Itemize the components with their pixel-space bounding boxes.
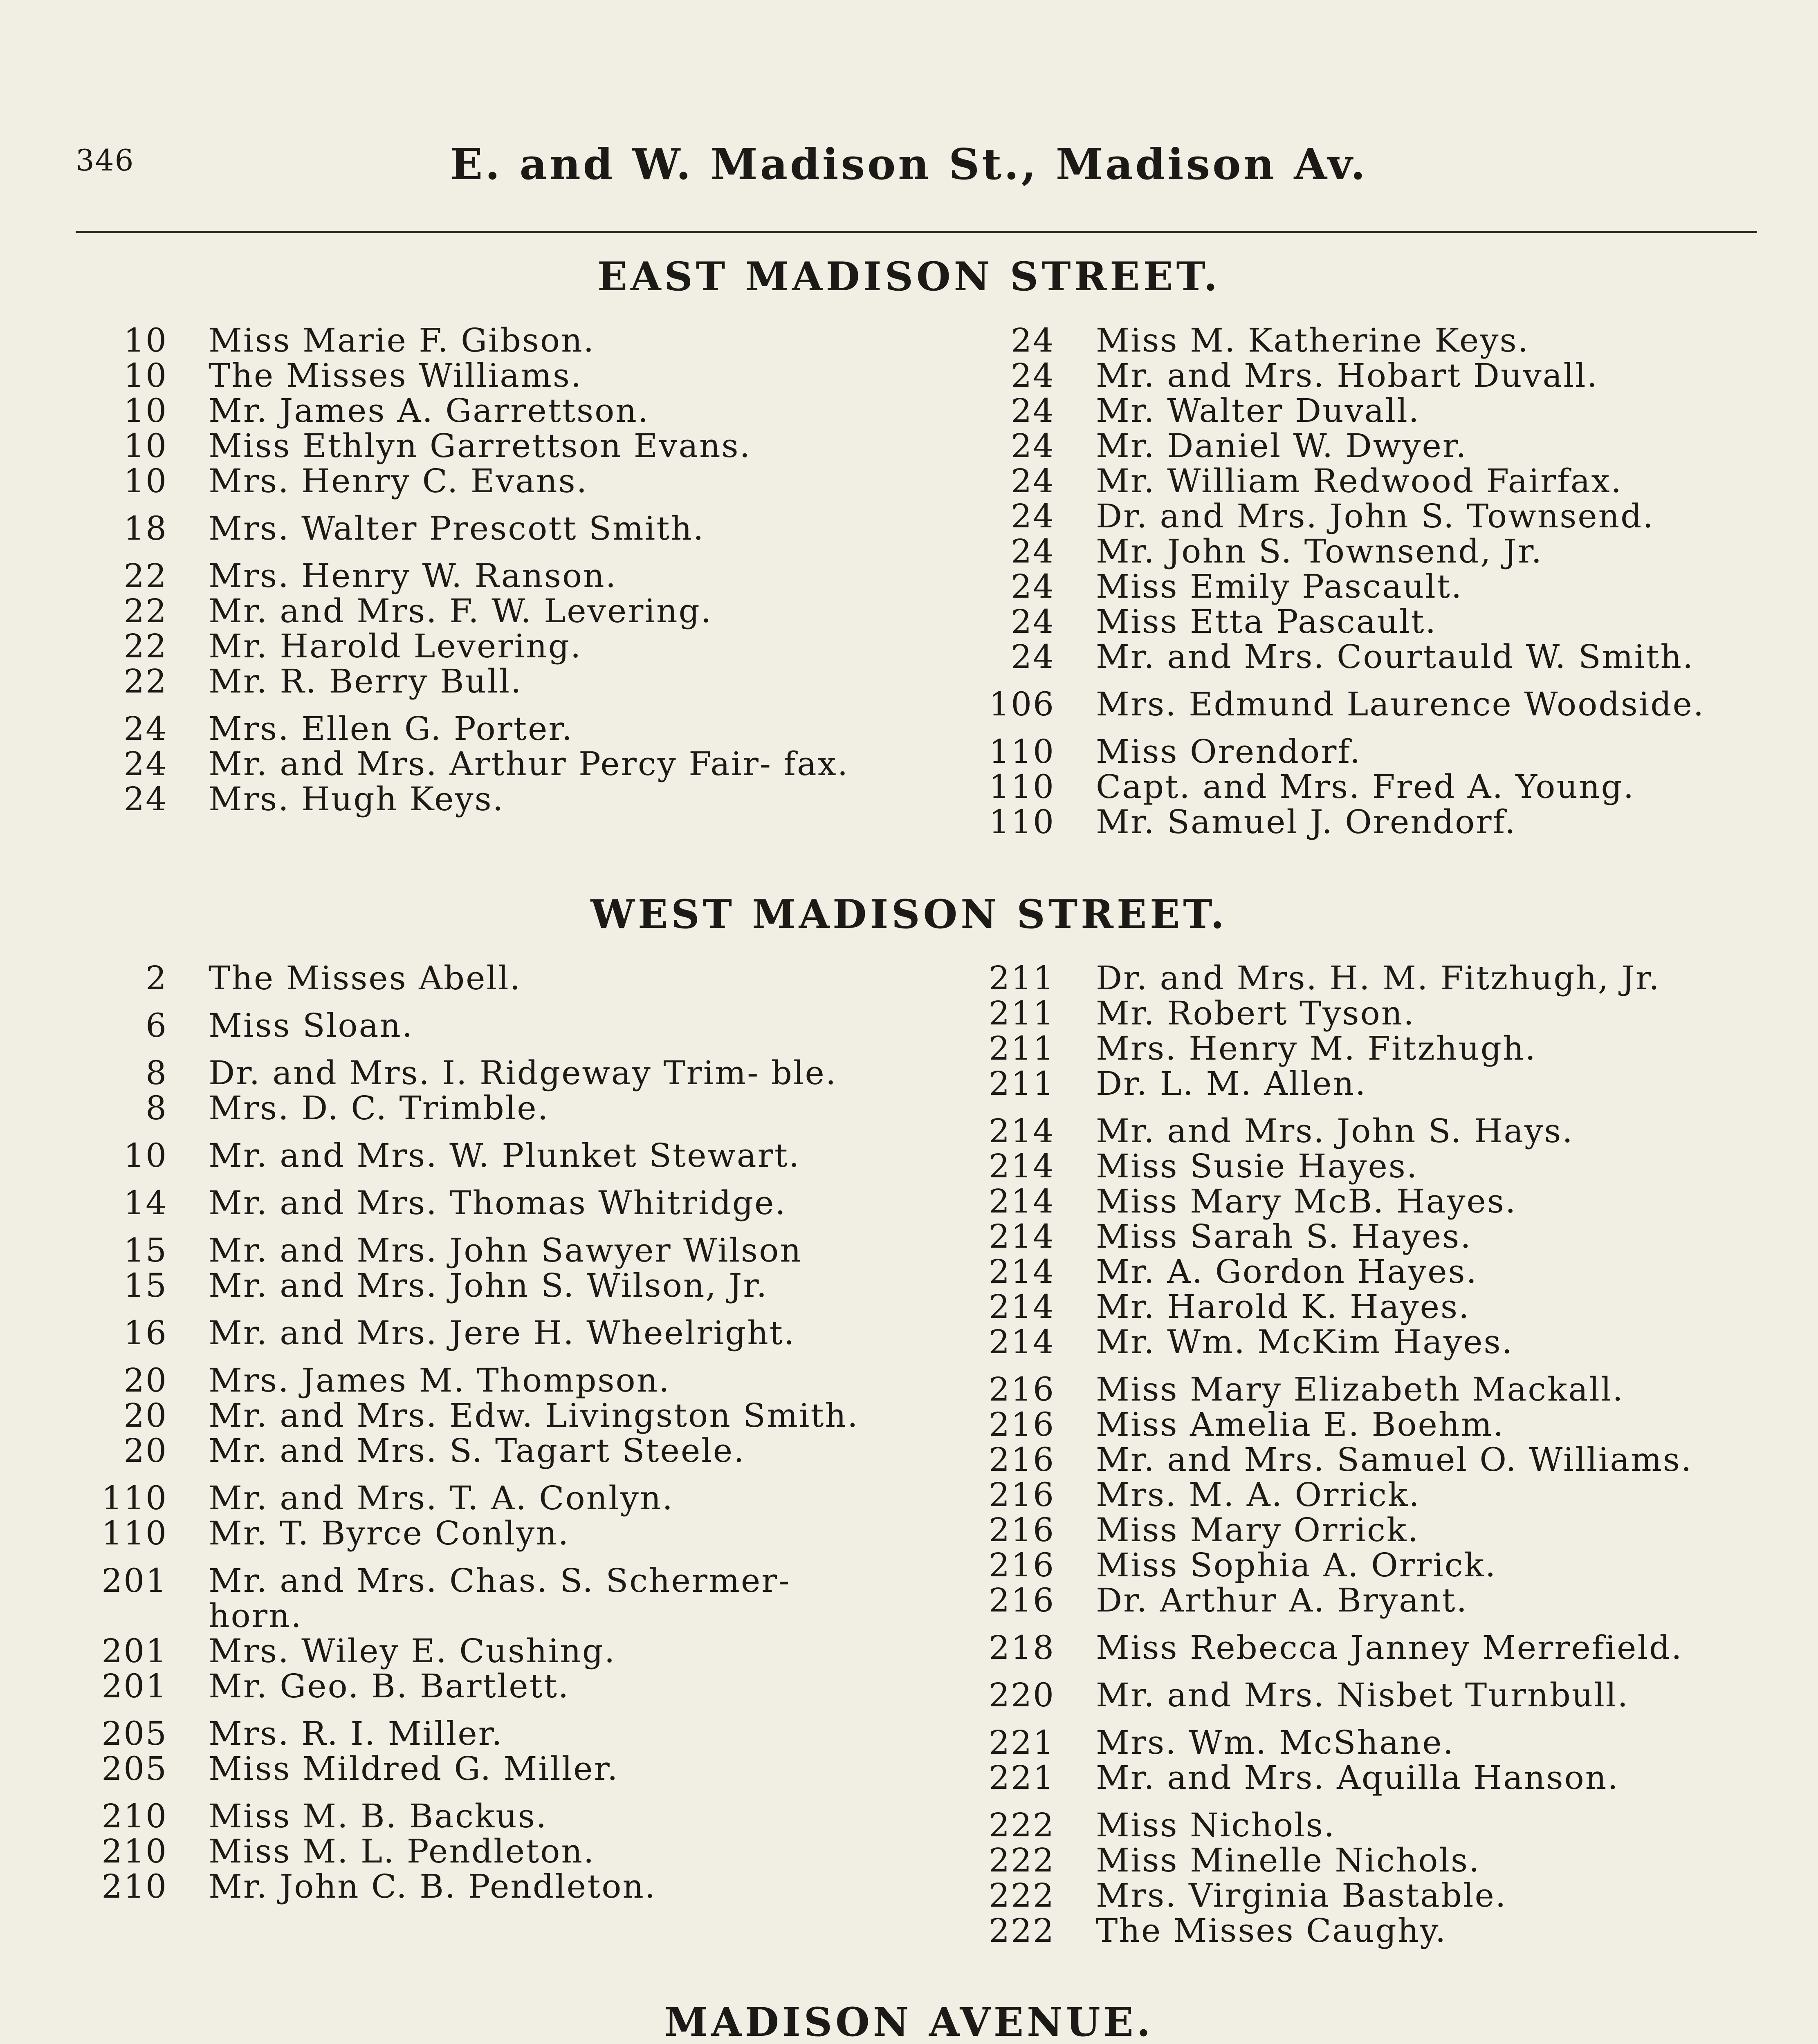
house-number: 211 [989, 994, 1055, 1032]
house-number: 22 [123, 662, 168, 700]
resident-name: Mr. and Mrs. Chas. S. Schermer- horn. [209, 1562, 791, 1635]
resident-name: Mr. Geo. B. Bartlett. [209, 1667, 570, 1705]
resident-name: Miss Orendorf. [1096, 733, 1362, 771]
directory-entry [891, 1760, 1779, 1795]
directory-entry [78, 1716, 896, 1751]
house-number: 220 [989, 1676, 1055, 1714]
directory-entry [891, 1149, 1779, 1184]
resident-name: Mr. and Mrs. W. Plunket Stewart. [209, 1136, 801, 1174]
directory-entry [78, 961, 896, 996]
house-number: 201 [101, 1562, 168, 1600]
directory-entry [891, 358, 1779, 393]
house-number: 216 [989, 1476, 1055, 1514]
house-number: 211 [989, 959, 1055, 997]
resident-name: Mr. Samuel J. Orendorf. [1096, 803, 1517, 841]
directory-entry [891, 1583, 1779, 1618]
resident-name: Mr. and Mrs. John Sawyer Wilson [209, 1231, 802, 1269]
directory-entry [891, 961, 1779, 996]
resident-name: Miss Mary Elizabeth Mackall. [1096, 1370, 1624, 1408]
house-number: 10 [123, 462, 168, 500]
resident-name: The Misses Caughy. [1096, 1912, 1447, 1950]
directory-entry [78, 1869, 896, 1904]
resident-name: Miss M. B. Backus. [209, 1797, 548, 1835]
resident-name: The Misses Williams. [209, 356, 583, 394]
resident-name: Mr. Harold K. Hayes. [1096, 1288, 1470, 1326]
house-number: 221 [989, 1759, 1055, 1797]
resident-name: Mr. and Mrs. T. A. Conlyn. [209, 1479, 674, 1517]
resident-name: Mr. and Mrs. Aquilla Hanson. [1096, 1759, 1619, 1797]
house-number: 24 [1011, 462, 1055, 500]
directory-entry [891, 1548, 1779, 1583]
resident-name: Mr. William Redwood Fairfax. [1096, 462, 1623, 500]
house-number: 24 [123, 780, 168, 818]
directory-entry [891, 428, 1779, 464]
directory-entry [891, 1913, 1779, 1948]
house-number: 214 [989, 1323, 1055, 1361]
directory-entry [78, 511, 896, 546]
resident-name: Mr. T. Byrce Conlyn. [209, 1514, 570, 1552]
resident-name: Mrs. Ellen G. Porter. [209, 710, 574, 748]
directory-entry [891, 1878, 1779, 1913]
house-number: 110 [989, 733, 1055, 771]
page-number: 346 [76, 143, 135, 177]
directory-entry [891, 1678, 1779, 1713]
directory-entry [78, 746, 896, 782]
resident-name: Mr. James A. Garrettson. [209, 392, 650, 430]
house-number: 205 [101, 1750, 168, 1788]
resident-name: Mrs. Wiley E. Cushing. [209, 1632, 616, 1670]
resident-name: Miss Mary Orrick. [1096, 1511, 1419, 1549]
resident-name: Mr. and Mrs. Hobart Duvall. [1096, 356, 1598, 394]
resident-name: Mrs. James M. Thompson. [209, 1361, 671, 1399]
house-number: 201 [101, 1632, 168, 1670]
house-number: 222 [989, 1806, 1055, 1844]
resident-name: Dr. Arthur A. Bryant. [1096, 1581, 1468, 1619]
resident-name: Capt. and Mrs. Fred A. Young. [1096, 768, 1635, 806]
house-number: 210 [101, 1797, 168, 1835]
resident-name: Mr. Walter Duvall. [1096, 392, 1421, 430]
resident-name: Miss Mary McB. Hayes. [1096, 1182, 1517, 1220]
resident-name: Miss Mildred G. Miller. [209, 1750, 619, 1788]
house-number: 222 [989, 1841, 1055, 1879]
house-number: 14 [123, 1184, 168, 1222]
house-number: 214 [989, 1217, 1055, 1255]
resident-name: Mrs. Wm. McShane. [1096, 1724, 1455, 1762]
house-number: 24 [1011, 603, 1055, 641]
directory-entry [891, 534, 1779, 569]
directory-entry [78, 1398, 896, 1433]
house-number: 24 [1011, 497, 1055, 535]
directory-entry [78, 1091, 896, 1126]
resident-name: Mrs. Edmund Laurence Woodside. [1096, 685, 1705, 723]
house-number: 24 [1011, 321, 1055, 359]
house-number: 8 [146, 1054, 168, 1092]
house-number: 15 [123, 1231, 168, 1269]
directory-entry [78, 594, 896, 629]
directory-entry [891, 1031, 1779, 1066]
west-left-column [78, 961, 896, 1904]
house-number: 24 [1011, 567, 1055, 605]
section-title-west: WEST MADISON STREET. [590, 891, 1228, 937]
house-number: 16 [123, 1314, 168, 1352]
directory-entry [891, 1630, 1779, 1665]
resident-name: Miss Susie Hayes. [1096, 1147, 1418, 1185]
resident-name: Mrs. D. C. Trimble. [209, 1089, 550, 1127]
east-left-column [78, 323, 896, 817]
directory-entry [78, 1481, 896, 1516]
resident-name: Miss Etta Pascault. [1096, 603, 1437, 641]
house-number: 106 [989, 685, 1055, 723]
house-number: 15 [123, 1266, 168, 1304]
resident-name: Miss Amelia E. Boehm. [1096, 1405, 1505, 1443]
directory-entry [891, 1407, 1779, 1442]
resident-name: Mrs. R. I. Miller. [209, 1715, 503, 1753]
directory-entry [78, 1138, 896, 1173]
directory-entry [78, 1516, 896, 1551]
resident-name: Mrs. Henry W. Ranson. [209, 557, 617, 595]
running-head: E. and W. Madison St., Madison Av. [450, 139, 1368, 189]
resident-name: Mr. and Mrs. Samuel O. Williams. [1096, 1441, 1693, 1479]
house-number: 221 [989, 1724, 1055, 1762]
house-number: 214 [989, 1147, 1055, 1185]
header-rule [76, 231, 1757, 233]
house-number: 214 [989, 1112, 1055, 1150]
resident-name: The Misses Abell. [209, 959, 522, 997]
resident-name: Mr. and Mrs. Thomas Whitridge. [209, 1184, 787, 1222]
page-header [0, 0, 1818, 213]
house-number: 210 [101, 1832, 168, 1870]
directory-entry [78, 1316, 896, 1351]
resident-name: Miss Minelle Nichols. [1096, 1841, 1481, 1879]
directory-entry [78, 1834, 896, 1869]
house-number: 218 [989, 1629, 1055, 1667]
directory-entry [891, 1725, 1779, 1760]
house-number: 20 [123, 1432, 168, 1470]
house-number: 10 [123, 427, 168, 465]
east-right-column [891, 323, 1779, 840]
resident-name: Miss M. L. Pendleton. [209, 1832, 595, 1870]
house-number: 201 [101, 1667, 168, 1705]
house-number: 110 [101, 1479, 168, 1517]
resident-name: Mrs. Hugh Keys. [209, 780, 505, 818]
resident-name: Mr. and Mrs. Arthur Percy Fair- fax. [209, 745, 849, 783]
directory-entry [78, 1634, 896, 1669]
house-number: 222 [989, 1876, 1055, 1914]
directory-entry [891, 687, 1779, 722]
directory-entry [78, 393, 896, 428]
resident-name: Mrs. M. A. Orrick. [1096, 1476, 1421, 1514]
resident-name: Mr. Robert Tyson. [1096, 994, 1415, 1032]
resident-name: Miss Emily Pascault. [1096, 567, 1463, 605]
directory-entry [891, 1184, 1779, 1219]
house-number: 10 [123, 356, 168, 394]
resident-name: Mr. R. Berry Bull. [209, 662, 523, 700]
resident-name: Miss Rebecca Janney Merrefield. [1096, 1629, 1683, 1667]
directory-entry [891, 1442, 1779, 1477]
resident-name: Mr. Wm. McKim Hayes. [1096, 1323, 1514, 1361]
resident-name: Mr. and Mrs. John S. Wilson, Jr. [209, 1266, 768, 1304]
directory-entry [891, 499, 1779, 534]
house-number: 6 [146, 1006, 168, 1044]
directory-entry [78, 711, 896, 746]
directory-entry [891, 323, 1779, 358]
directory-entry [891, 393, 1779, 428]
directory-entry [891, 604, 1779, 639]
house-number: 110 [989, 768, 1055, 806]
directory-entry [891, 734, 1779, 769]
house-number: 18 [123, 509, 168, 547]
house-number: 24 [1011, 532, 1055, 570]
directory-entry [78, 1008, 896, 1043]
house-number: 2 [146, 959, 168, 997]
house-number: 110 [989, 803, 1055, 841]
resident-name: Miss Nichols. [1096, 1806, 1336, 1844]
resident-name: Mr. John C. B. Pendleton. [209, 1867, 657, 1905]
house-number: 24 [123, 710, 168, 748]
house-number: 22 [123, 627, 168, 665]
resident-name: Mr. and Mrs. F. W. Levering. [209, 592, 713, 630]
directory-entry [78, 782, 896, 817]
house-number: 216 [989, 1405, 1055, 1443]
directory-entry [891, 1513, 1779, 1548]
directory-entry [78, 1563, 896, 1634]
directory-entry [78, 1363, 896, 1398]
house-number: 8 [146, 1089, 168, 1127]
resident-name: Dr. and Mrs. H. M. Fitzhugh, Jr. [1096, 959, 1661, 997]
resident-name: Mr. and Mrs. Edw. Livingston Smith. [209, 1396, 859, 1434]
directory-entry [891, 1477, 1779, 1513]
house-number: 24 [123, 745, 168, 783]
directory-entry [891, 1219, 1779, 1254]
resident-name: Miss M. Katherine Keys. [1096, 321, 1530, 359]
directory-entry [891, 1114, 1779, 1149]
house-number: 24 [1011, 638, 1055, 676]
house-number: 10 [123, 321, 168, 359]
directory-entry [891, 1254, 1779, 1289]
resident-name: Mr. and Mrs. S. Tagart Steele. [209, 1432, 745, 1470]
house-number: 22 [123, 557, 168, 595]
directory-entry [78, 1669, 896, 1704]
resident-name: Mr. and Mrs. Jere H. Wheelright. [209, 1314, 796, 1352]
resident-name: Mr. Harold Levering. [209, 627, 582, 665]
directory-entry [891, 1066, 1779, 1101]
resident-name: Mr. and Mrs. John S. Hays. [1096, 1112, 1574, 1150]
resident-name: Dr. L. M. Allen. [1096, 1065, 1367, 1103]
resident-name: Mrs. Henry M. Fitzhugh. [1096, 1029, 1537, 1067]
directory-entry [78, 323, 896, 358]
directory-entry [78, 1799, 896, 1834]
house-number: 24 [1011, 427, 1055, 465]
resident-name: Dr. and Mrs. I. Ridgeway Trim- ble. [209, 1054, 837, 1092]
house-number: 24 [1011, 392, 1055, 430]
house-number: 216 [989, 1581, 1055, 1619]
resident-name: Dr. and Mrs. John S. Townsend. [1096, 497, 1654, 535]
resident-name: Miss Marie F. Gibson. [209, 321, 595, 359]
directory-entry [891, 464, 1779, 499]
house-number: 205 [101, 1715, 168, 1753]
house-number: 216 [989, 1441, 1055, 1479]
directory-entry [78, 358, 896, 393]
directory-entry [78, 1056, 896, 1091]
house-number: 216 [989, 1370, 1055, 1408]
section-title-east: EAST MADISON STREET. [597, 253, 1221, 300]
house-number: 214 [989, 1182, 1055, 1220]
directory-entry [891, 805, 1779, 840]
house-number: 222 [989, 1912, 1055, 1950]
house-number: 216 [989, 1546, 1055, 1584]
directory-entry [891, 1808, 1779, 1843]
directory-entry [78, 428, 896, 464]
resident-name: Mr. and Mrs. Nisbet Turnbull. [1096, 1676, 1629, 1714]
resident-name: Mr. and Mrs. Courtauld W. Smith. [1096, 638, 1695, 676]
resident-name: Miss Sloan. [209, 1006, 414, 1044]
directory-entry [891, 569, 1779, 604]
resident-name: Miss Sarah S. Hayes. [1096, 1217, 1472, 1255]
house-number: 211 [989, 1029, 1055, 1067]
resident-name: Mrs. Walter Prescott Smith. [209, 509, 705, 547]
house-number: 214 [989, 1253, 1055, 1291]
west-right-column [891, 961, 1779, 1948]
house-number: 210 [101, 1867, 168, 1905]
resident-name: Miss Sophia A. Orrick. [1096, 1546, 1497, 1584]
section-title-avenue: MADISON AVENUE. [664, 1999, 1154, 2044]
directory-entry [891, 639, 1779, 675]
house-number: 110 [101, 1514, 168, 1552]
directory-entry [891, 1372, 1779, 1407]
directory-entry [891, 1325, 1779, 1360]
house-number: 214 [989, 1288, 1055, 1326]
house-number: 20 [123, 1396, 168, 1434]
directory-entry [78, 629, 896, 664]
directory-entry [78, 1433, 896, 1468]
house-number: 211 [989, 1065, 1055, 1103]
directory-entry [78, 1268, 896, 1303]
house-number: 22 [123, 592, 168, 630]
resident-name: Mr. A. Gordon Hayes. [1096, 1253, 1478, 1291]
house-number: 10 [123, 1136, 168, 1174]
house-number: 20 [123, 1361, 168, 1399]
directory-entry [78, 664, 896, 699]
directory-entry [891, 1843, 1779, 1878]
resident-name: Mr. Daniel W. Dwyer. [1096, 427, 1468, 465]
directory-entry [78, 558, 896, 594]
resident-name: Mrs. Henry C. Evans. [209, 462, 588, 500]
house-number: 216 [989, 1511, 1055, 1549]
directory-entry [891, 996, 1779, 1031]
house-number: 10 [123, 392, 168, 430]
resident-name: Mr. John S. Townsend, Jr. [1096, 532, 1543, 570]
directory-entry [891, 769, 1779, 805]
directory-entry [891, 1289, 1779, 1325]
directory-entry [78, 464, 896, 499]
resident-name: Miss Ethlyn Garrettson Evans. [209, 427, 752, 465]
directory-entry [78, 1751, 896, 1786]
directory-entry [78, 1233, 896, 1268]
directory-entry [78, 1186, 896, 1221]
house-number: 24 [1011, 356, 1055, 394]
resident-name: Mrs. Virginia Bastable. [1096, 1876, 1507, 1914]
